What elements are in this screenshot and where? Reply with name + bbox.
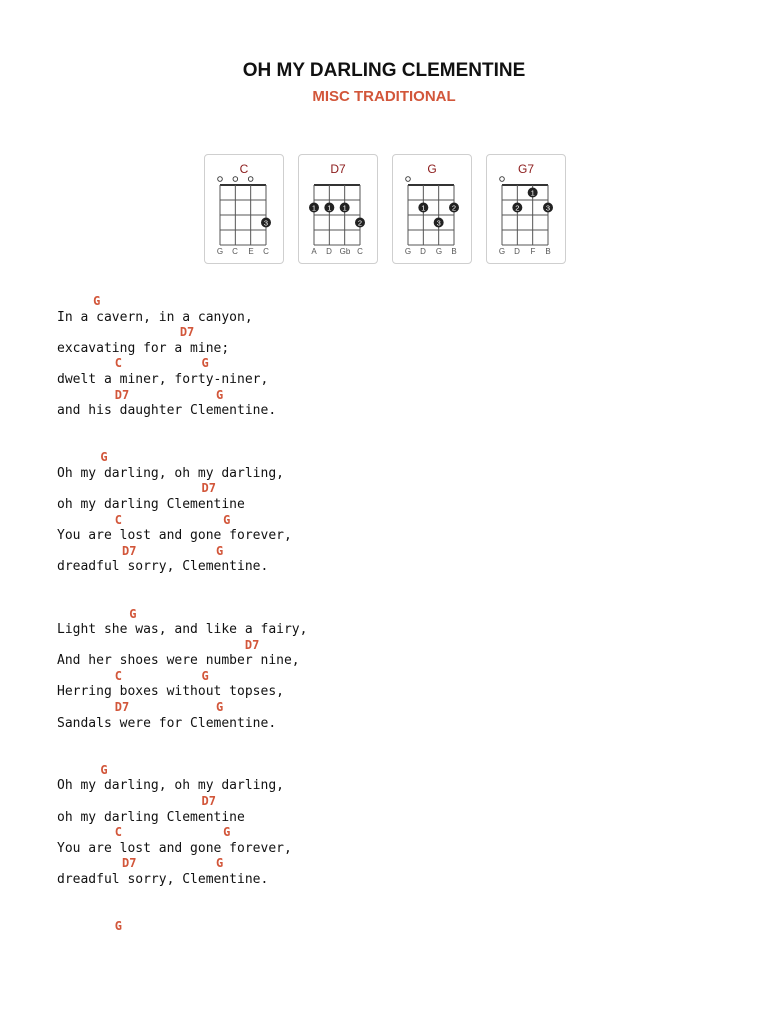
string-labels [205,247,283,257]
chorus-block [57,450,307,575]
finger-number: 3 [436,218,441,228]
open-string-marker [218,177,223,182]
lyric-line: In a cavern, in a canyon, [57,309,253,325]
finger-number: 1 [327,203,332,213]
chord-line: D7 [57,793,216,808]
chord-line: D7 G [57,856,224,871]
string-label: G [216,247,224,256]
open-string-marker [406,177,411,182]
lyric-line: You are lost and gone forever, [57,840,292,856]
chord-line: D7 [57,325,195,340]
chord-name: G [427,162,437,176]
lyric-line: Herring boxes without topses, [57,684,284,700]
string-label: C [357,247,363,256]
chord-diagram-c [204,154,284,264]
chord-line: D7 G [57,387,224,402]
string-label: G [498,247,506,256]
chord-line: C G [57,668,209,683]
open-string-marker [248,177,253,182]
string-labels [487,247,565,257]
lyric-line: oh my darling Clementine [57,809,245,825]
chord-line: G [57,450,108,465]
song-title: OH MY DARLING CLEMENTINE [242,60,526,81]
finger-number: 2 [357,218,363,228]
string-label: B [451,247,457,256]
string-label: Gb [339,247,351,256]
string-label: F [530,247,536,256]
open-string-marker [500,177,505,182]
lyrics-sheet [57,294,307,966]
chord-name: C [239,162,249,176]
lyric-line: Oh my darling, oh my darling, [57,778,284,794]
verse-block [57,607,307,732]
open-string-marker [233,177,238,182]
string-labels [299,247,377,257]
finger-number: 1 [530,188,535,198]
chord-diagram-g [392,154,472,264]
lyric-line: Sandals were for Clementine. [57,715,277,731]
string-label: E [248,247,254,256]
chord-line: D7 [57,637,260,652]
song-artist: MISC TRADITIONAL [312,88,456,105]
string-label: D [420,247,426,256]
string-label: B [545,247,551,256]
chord-line: D7 G [57,543,224,558]
lyric-line: Light she was, and like a fairy, [57,622,308,638]
string-label: C [232,247,238,256]
finger-number: 1 [421,203,426,213]
finger-number: 1 [342,203,347,213]
chord-line: G [57,606,137,621]
string-label: D [326,247,332,256]
string-label: G [404,247,412,256]
verse-block [57,919,307,935]
chord-line: G [57,294,101,308]
verse-block [57,294,307,419]
chord-line: D7 G [57,700,224,715]
finger-number: 3 [545,203,551,213]
chord-diagram-g7 [486,154,566,264]
string-label: C [263,247,269,256]
lyric-line: dwelt a miner, forty-niner, [57,371,269,387]
lyric-line: And her shoes were number nine, [57,653,300,669]
chord-line: G [57,919,123,933]
chord-diagram-d7 [298,154,378,264]
lyric-line: and his daughter Clementine. [57,403,277,419]
chord-line: G [57,762,108,777]
lyric-line: dreadful sorry, Clementine. [57,871,269,887]
string-label: D [514,247,520,256]
chord-line: C G [57,825,231,840]
string-label: G [435,247,443,256]
lyric-line: excavating for a mine; [57,340,230,356]
chorus-block [57,763,307,888]
chord-name: G7 [517,162,534,176]
lyric-line: dreadful sorry, Clementine. [57,559,269,575]
chord-line: C G [57,512,231,527]
string-labels [393,247,471,257]
string-label: A [311,247,317,256]
lyric-line: Oh my darling, oh my darling, [57,465,284,481]
finger-number: 1 [311,203,317,213]
finger-number: 3 [263,218,269,228]
lyric-line: You are lost and gone forever, [57,528,292,544]
lyric-line: oh my darling Clementine [57,497,245,513]
chord-line: C G [57,356,209,371]
finger-number: 2 [451,203,457,213]
chord-name: D7 [330,162,346,176]
finger-number: 2 [515,203,520,213]
chord-line: D7 [57,481,216,496]
